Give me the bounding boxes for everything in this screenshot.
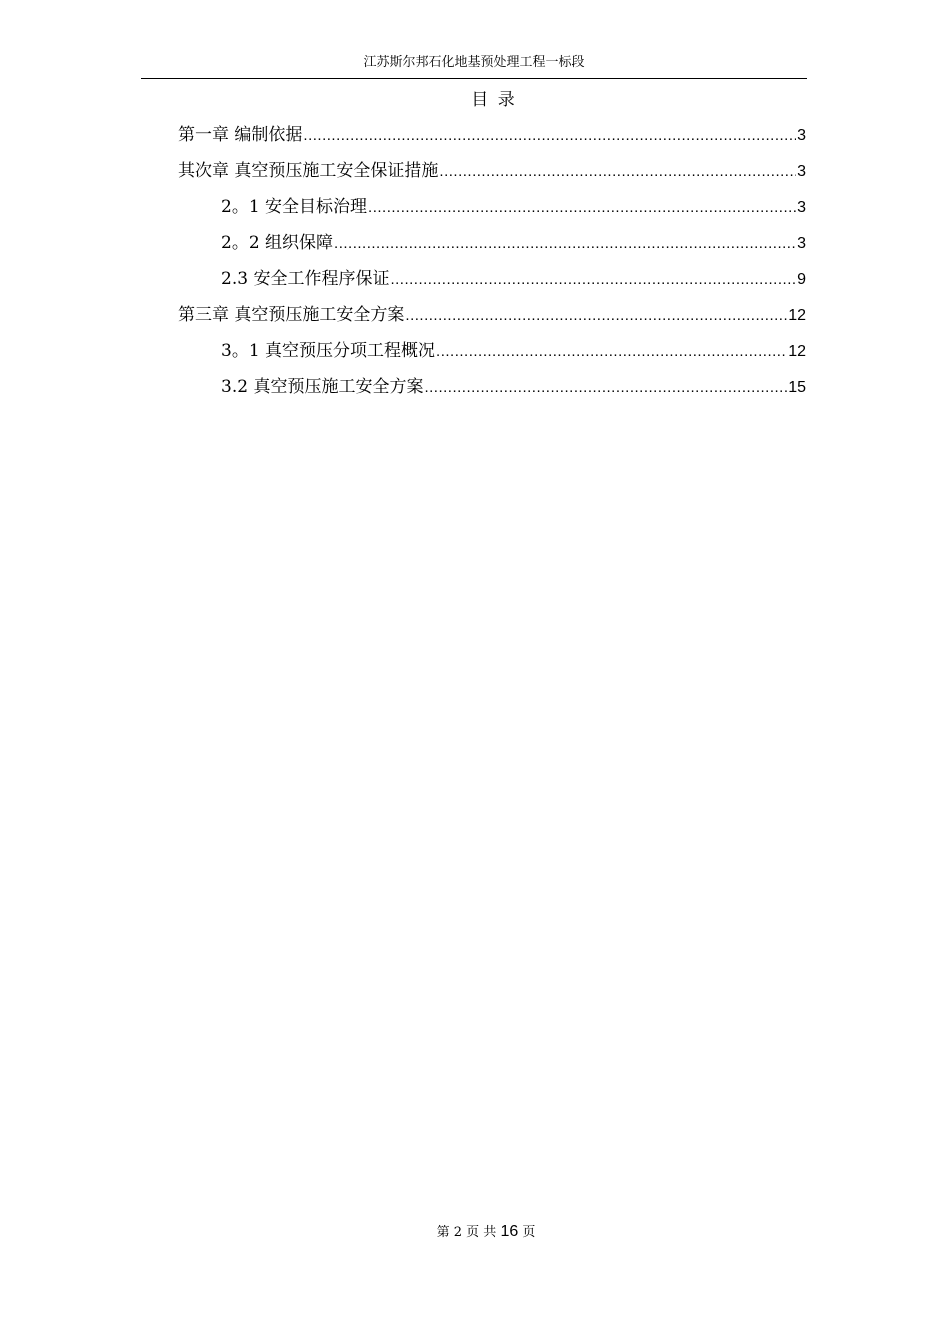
toc-dot-leader [436,341,787,363]
footer-current-page: 2 [453,1225,463,1240]
footer-prefix: 第 [436,1225,450,1240]
toc-entry-page: 3 [797,199,806,216]
toc-entry-page: 12 [788,307,806,324]
toc-entry-label: 其次章 真空预压施工安全保证措施 [178,161,439,181]
toc-entry-label: 第三章 真空预压施工安全方案 [178,305,405,325]
toc-entry-page: 12 [788,343,806,360]
toc-entry[interactable] [178,304,806,340]
toc-title: 目 录 [471,90,517,110]
toc-entry[interactable] [178,340,806,376]
toc-entry[interactable] [178,196,806,232]
toc-dot-leader [439,161,796,183]
toc-entry[interactable] [178,124,806,160]
footer-suffix: 页 [522,1225,536,1240]
toc-entry-label: 3。1 真空预压分项工程概况 [221,341,436,361]
toc-entry-page: 3 [797,127,806,144]
toc-entry-label: 第一章 编制依据 [178,125,303,145]
toc-entry[interactable] [178,160,806,196]
toc-entry-page: 15 [788,379,806,396]
toc-entry-page: 9 [797,271,806,288]
table-of-contents [178,124,806,412]
page-footer [0,1223,950,1242]
toc-dot-leader [368,197,796,219]
footer-middle: 页 共 [466,1225,497,1240]
toc-dot-leader [390,269,796,291]
toc-entry[interactable] [178,232,806,268]
header-title: 江苏斯尔邦石化地基预处理工程一标段 [363,55,585,70]
toc-entry-label: 3.2 真空预压施工安全方案 [221,377,424,397]
footer-total-pages: 16 [500,1223,519,1240]
toc-entry-page: 3 [797,235,806,252]
toc-dot-leader [405,305,787,327]
toc-dot-leader [303,125,796,147]
toc-entry[interactable] [178,268,806,304]
header-divider [141,78,807,79]
toc-entry[interactable] [178,376,806,412]
toc-entry-page: 3 [797,163,806,180]
page-header [141,54,807,72]
toc-dot-leader [424,377,787,399]
toc-entry-label: 2。1 安全目标治理 [221,197,368,217]
toc-dot-leader [334,233,796,255]
toc-entry-label: 2.3 安全工作程序保证 [221,269,390,289]
toc-entry-label: 2。2 组织保障 [221,233,334,253]
